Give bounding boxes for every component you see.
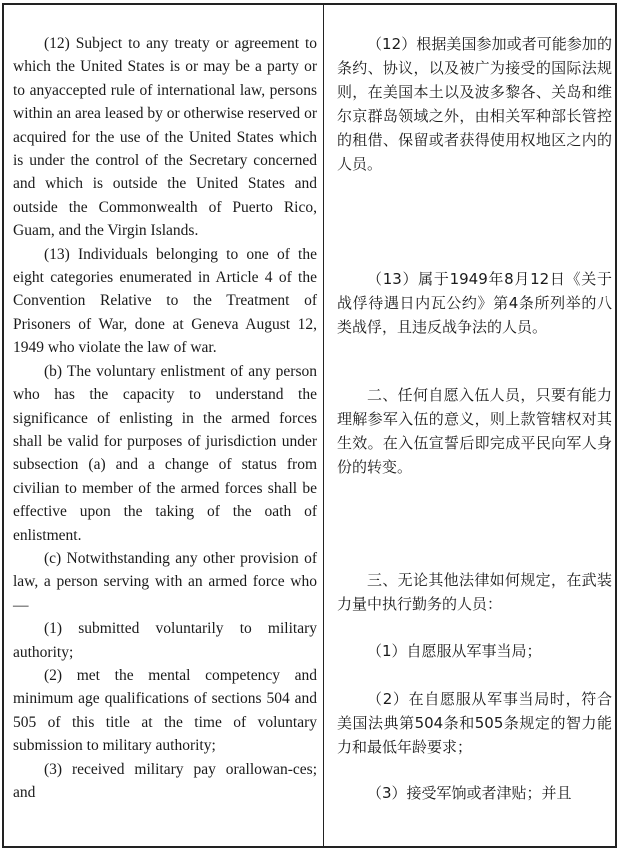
english-column bbox=[13, 5, 317, 804]
zh-paragraph-13: （13）属于1949年8月12日《关于战俘待遇日内瓦公约》第4条所列举的八类战俘，且违反战争法的人员。 bbox=[337, 270, 612, 336]
en-item-1: (1) submitted voluntarily to military authority; bbox=[13, 620, 317, 661]
en-paragraph-b: (b) The voluntary enlistment of any person who has the capacity to understand the significance of enlisting in the armed forces shall be valid for purposes of jurisdiction under subsection (a) and a change of status from civilian to member of the armed forces shall be effective upon the taking of the oath of enlistment. bbox=[13, 362, 317, 544]
zh-item-2: （2）在自愿服从军事当局时，符合美国法典第504条和505条规定的智力能力和最低年龄要求； bbox=[337, 690, 612, 756]
zh-item-1: （1）自愿服从军事当局； bbox=[367, 642, 542, 660]
en-paragraph-13: (13) Individuals belonging to one of the eight categories enumerated in Article 4 of the Convention Relative to the Treatment of Prisoners of War, done at Geneva August 12, 1949 who violate the law of war. bbox=[13, 245, 317, 357]
zh-paragraph-3: 三、无论其他法律如何规定，在武装力量中执行勤务的人员： bbox=[337, 571, 612, 613]
zh-paragraph-12: （12）根据美国参加或者可能参加的条约、协议，以及被广为接受的国际法规则，在美国本土以及波多黎各、关岛和维尔京群岛领域之外，由相关军种部长管控的租借、保留或者获得使用权地区之内的人员。 bbox=[337, 35, 612, 173]
zh-paragraph-2: 二、任何自愿入伍人员，只要有能力理解参军入伍的意义，则上款管辖权对其生效。在入伍宣誓后即完成平民向军人身份的转变。 bbox=[337, 386, 612, 476]
zh-item-3: （3）接受军饷或者津贴；并且 bbox=[367, 784, 572, 802]
en-item-2: (2) met the mental competency and minimum age qualifications of sections 504 and 505 of this title at the time of voluntary submission to military authority; bbox=[13, 666, 317, 755]
en-paragraph-c: (c) Notwithstanding any other provision of law, a person serving with an armed force who— bbox=[13, 549, 317, 614]
bilingual-table bbox=[2, 3, 617, 848]
column-divider bbox=[323, 5, 324, 846]
en-item-3: (3) received military pay orallowan-ces; and bbox=[13, 760, 317, 801]
en-paragraph-12: (12) Subject to any treaty or agreement to which the United States is or may be a party or to anyaccepted rule of international law, persons within an area leased by or otherwise reserved or acquired for the use of the United States which is under the control of the Secretary concerned and which is outside the United States and outside the Commonwealth of Puerto Rico, Guam, and the Virgin Islands. bbox=[13, 35, 317, 240]
